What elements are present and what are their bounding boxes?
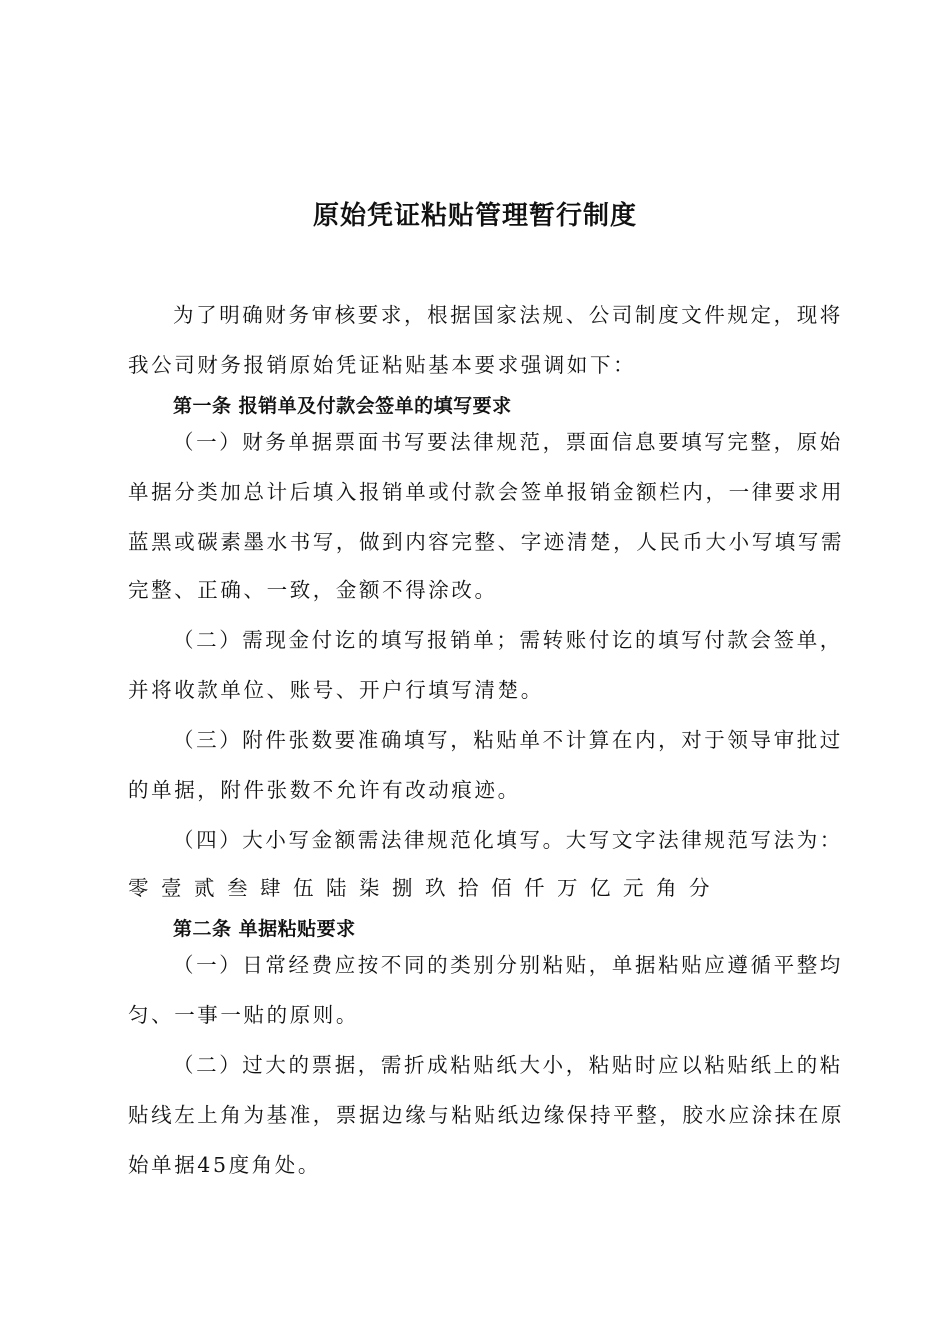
section-heading: 第一条 报销单及付款会签单的填写要求: [173, 395, 512, 417]
paragraph-line: 为了明确财务审核要求，根据国家法规、公司制度文件规定，现将: [173, 303, 843, 327]
paragraph-line: 单据分类加总计后填入报销单或付款会签单报销金额栏内，一律要求用: [128, 480, 845, 504]
paragraph-line: 我公司财务报销原始凭证粘贴基本要求强调如下：: [128, 353, 637, 377]
paragraph-line: （一）财务单据票面书写要法律规范，票面信息要填写完整，原始: [173, 430, 843, 454]
paragraph-line: 始单据45度角处。: [128, 1153, 321, 1177]
paragraph-line: 完整、正确、一致，金额不得涂改。: [128, 578, 498, 602]
paragraph-line: （二）需现金付讫的填写报销单；需转账付讫的填写付款会签单，: [173, 628, 843, 652]
paragraph-line: 贴线左上角为基准，票据边缘与粘贴纸边缘保持平整，胶水应涂抹在原: [128, 1103, 845, 1127]
paragraph-line: 匀、一事一贴的原则。: [128, 1003, 359, 1027]
paragraph-line: （三）附件张数要准确填写，粘贴单不计算在内，对于领导审批过: [173, 728, 843, 752]
paragraph-line: 蓝黑或碳素墨水书写，做到内容完整、字迹清楚，人民币大小写填写需: [128, 530, 845, 554]
uppercase-numerals-line: 零壹贰叁肆伍陆柒捌玖拾佰仟万亿元角分: [128, 876, 722, 900]
section-heading: 第二条 单据粘贴要求: [173, 918, 356, 940]
document-title: 原始凭证粘贴管理暂行制度: [312, 201, 637, 231]
paragraph-line: （二）过大的票据，需折成粘贴纸大小，粘贴时应以粘贴纸上的粘: [173, 1053, 843, 1077]
paragraph-line: 并将收款单位、账号、开户行填写清楚。: [128, 678, 544, 702]
paragraph-line: 的单据，附件张数不允许有改动痕迹。: [128, 778, 521, 802]
paragraph-line: （四）大小写金额需法律规范化填写。大写文字法律规范写法为：: [173, 828, 843, 852]
paragraph-line: （一）日常经费应按不同的类别分别粘贴，单据粘贴应遵循平整均: [173, 953, 843, 977]
